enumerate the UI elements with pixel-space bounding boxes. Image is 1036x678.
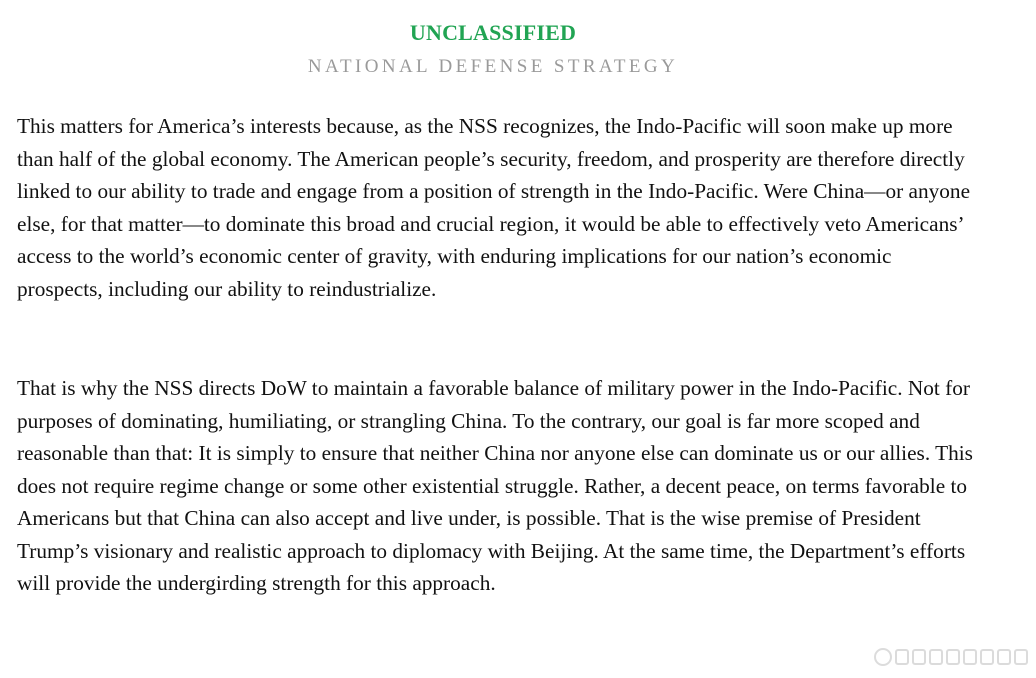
watermark-glyph-icon bbox=[997, 649, 1011, 665]
watermark-glyph-icon bbox=[1014, 649, 1028, 665]
watermark-glyph-icon bbox=[895, 649, 909, 665]
watermark-glyph-icon bbox=[980, 649, 994, 665]
watermark-glyph-icon bbox=[946, 649, 960, 665]
watermark-glyph-icon bbox=[912, 649, 926, 665]
body-paragraph-2: That is why the NSS directs DoW to maintain a favorable balance of military power in the Indo-Pacific. Not for purposes of dominating, humiliating, or strangling China. To the contrary, our goal is far more scoped and reasonable than that: It is simply to ensure that neither China nor anyone else can dominate us or our allies. This does not require regime change or some other existential struggle. Rather, a decent peace, on terms favorable to Americans but that China can also accept and live under, is possible. That is the wise premise of President Trump’s visionary and realistic approach to diplomacy with Beijing. At the same time, the Department’s efforts will provide the undergirding strength for this approach. bbox=[17, 376, 973, 595]
watermark-circle-icon bbox=[874, 648, 892, 666]
body-paragraph-1: This matters for America’s interests because, as the NSS recognizes, the Indo-Pacific will soon make up more than half of the global economy. The American people’s security, freedom, and prosperity are therefore directly linked to our ability to trade and engage from a position of strength in the Indo-Pacific. Were China—or anyone else, for that matter—to dominate this broad and crucial region, it would be able to effectively veto Americans’ access to the world’s economic center of gravity, with enduring implications for our nation’s economic prospects, including our ability to reindustrialize. bbox=[17, 114, 971, 301]
watermark-glyph-icon bbox=[929, 649, 943, 665]
watermark-logo bbox=[874, 646, 1028, 668]
classification-marking: UNCLASSIFIED bbox=[409, 20, 577, 45]
document-title: NATIONAL DEFENSE STRATEGY bbox=[307, 56, 679, 77]
watermark-glyph-icon bbox=[963, 649, 977, 665]
